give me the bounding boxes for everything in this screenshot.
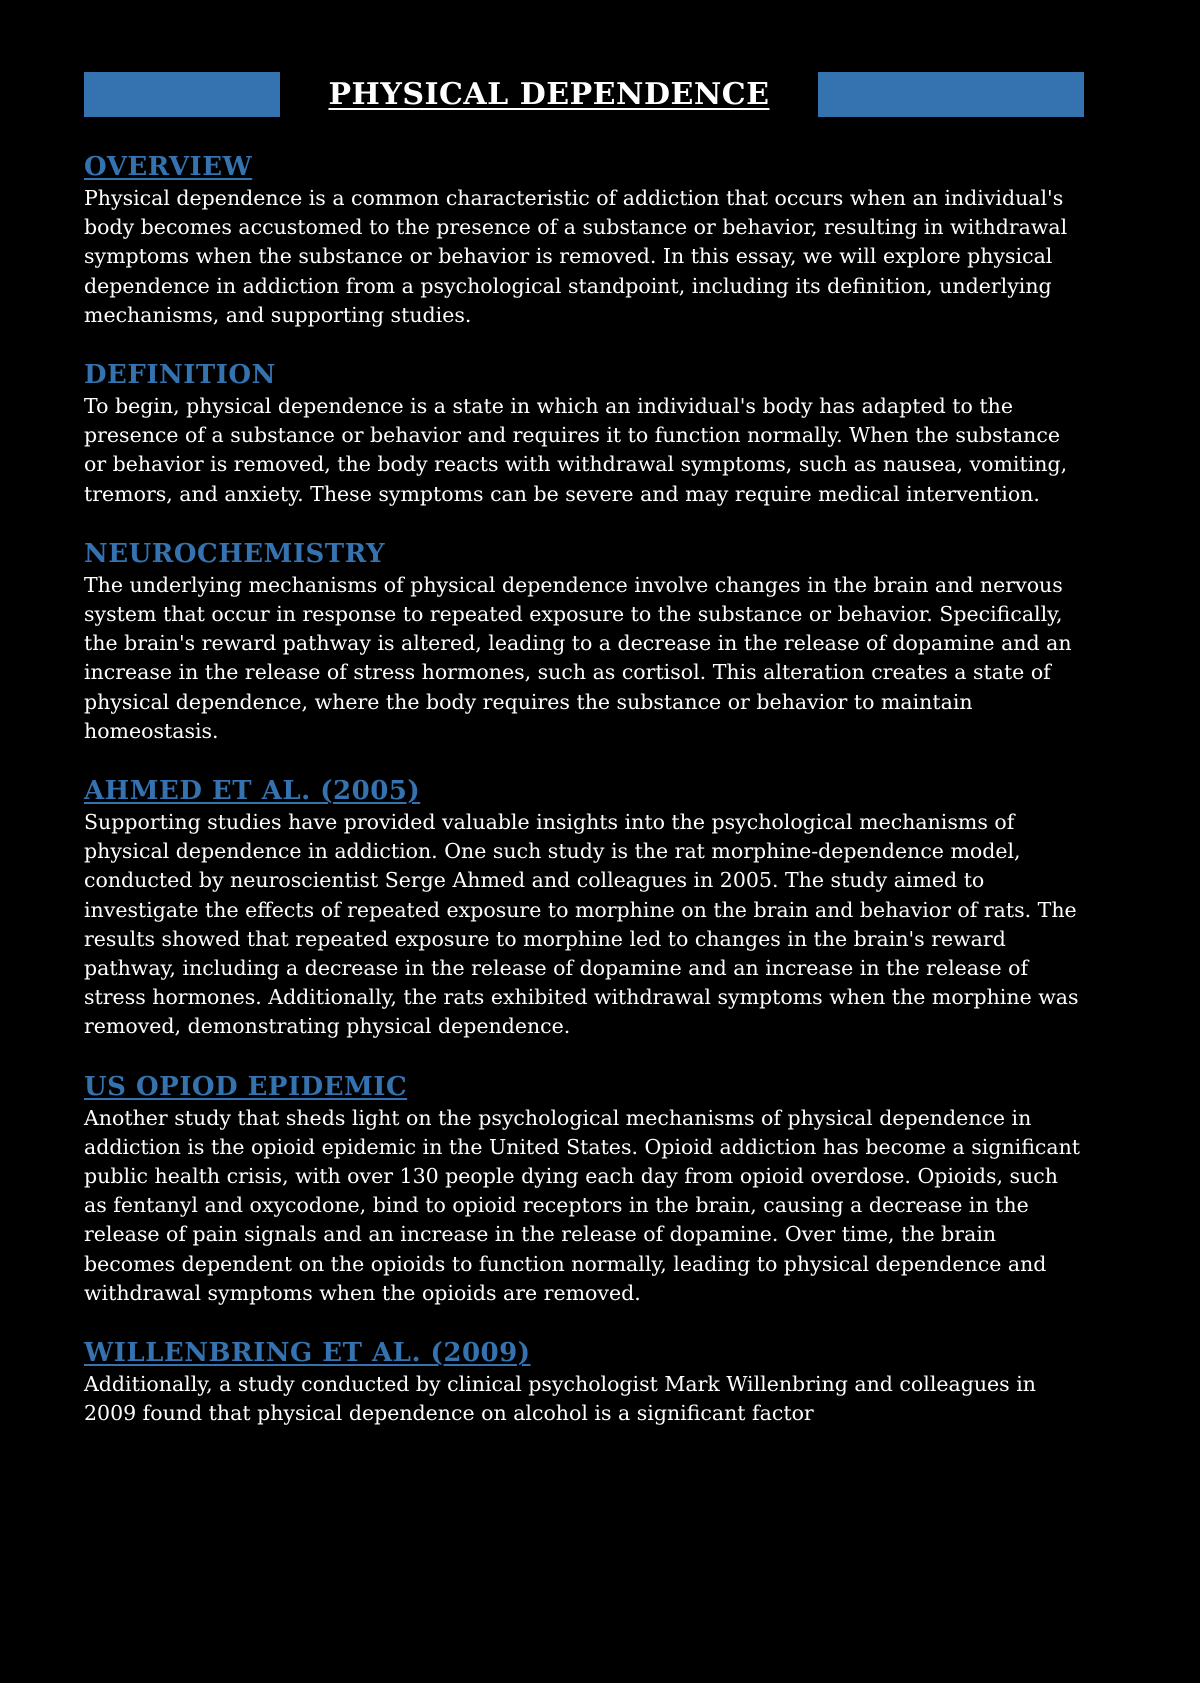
document-page — [84, 72, 1084, 1459]
section-heading: US OPIOD EPIDEMIC — [84, 1071, 408, 1102]
section-opioid-epidemic — [84, 1072, 1084, 1308]
section-overview — [84, 152, 1084, 330]
section-body: Additionally, a study conducted by clinical psychologist Mark Willenbring and colleagues in 2009 found that physical dependence on alcohol is a significant factor — [84, 1372, 1036, 1426]
title-bar-right-decoration — [818, 72, 1084, 117]
title-bar-left-decoration — [84, 72, 280, 117]
section-body: Another study that sheds light on the psychological mechanisms of physical dependence in addiction is the opioid epidemic in the United States. Opioid addiction has become a significant public health crisis, with over 130 people dying each day from opioid overdose. Opioids, such as fentanyl and oxycodone, bind to opioid receptors in the brain, causing a decrease in the release of pain signals and an increase in the release of dopamine. Over time, the brain becomes dependent on the opioids to function normally, leading to physical dependence and withdrawal symptoms when the opioids are removed. — [84, 1105, 1081, 1305]
page-title: PHYSICAL DEPENDENCE — [328, 77, 770, 112]
title-banner — [84, 72, 1084, 117]
section-heading: DEFINITION — [84, 360, 276, 391]
section-body: The underlying mechanisms of physical dependence involve changes in the brain and nervous system that occur in response to repeated exposure to the substance or behavior. Specifically, the brain's reward pathway is altered, leading to a decrease in the release of dopamine and an increase in the release of stress hormones, such as cortisol. This alteration creates a state of physical dependence, where the body requires the substance or behavior to maintain homeostasis. — [84, 572, 1072, 743]
section-neurochemistry — [84, 539, 1084, 746]
section-willenbring-study — [84, 1338, 1084, 1428]
section-definition — [84, 360, 1084, 509]
section-heading: OVERVIEW — [84, 152, 253, 182]
section-heading: WILLENBRING ET AL. (2009) — [84, 1338, 531, 1369]
section-body: Supporting studies have provided valuable insights into the psychological mechanisms of physical dependence in addiction. One such study is the rat morphine-dependence model, conducted by neuroscientist Serge Ahmed and colleagues in 2005. The study aimed to investigate the effects of repeated exposure to morphine on the brain and behavior of rats. The results showed that repeated exposure to morphine led to changes in the brain's reward pathway, including a decrease in the release of dopamine and an increase in the release of stress hormones. Additionally, the rats exhibited withdrawal symptoms when the morphine was removed, demonstrating physical dependence. — [84, 810, 1079, 1039]
section-body: To begin, physical dependence is a state in which an individual's body has adapted to the presence of a substance or behavior and requires it to function normally. When the substance or behavior is removed, the body reacts with withdrawal symptoms, such as nausea, vomiting, tremors, and anxiety. These symptoms can be severe and may require medical intervention. — [84, 394, 1068, 506]
section-heading: NEUROCHEMISTRY — [84, 538, 386, 569]
section-heading: AHMED ET AL. (2005) — [84, 776, 421, 807]
section-ahmed-study — [84, 776, 1084, 1042]
section-body: Physical dependence is a common characteristic of addiction that occurs when an individual's body becomes accustomed to the presence of a substance or behavior, resulting in withdrawal symptoms when the substance or behavior is removed. In this essay, we will explore physical dependence in addiction from a psychological standpoint, including its definition, underlying mechanisms, and supporting studies. — [84, 186, 1068, 327]
